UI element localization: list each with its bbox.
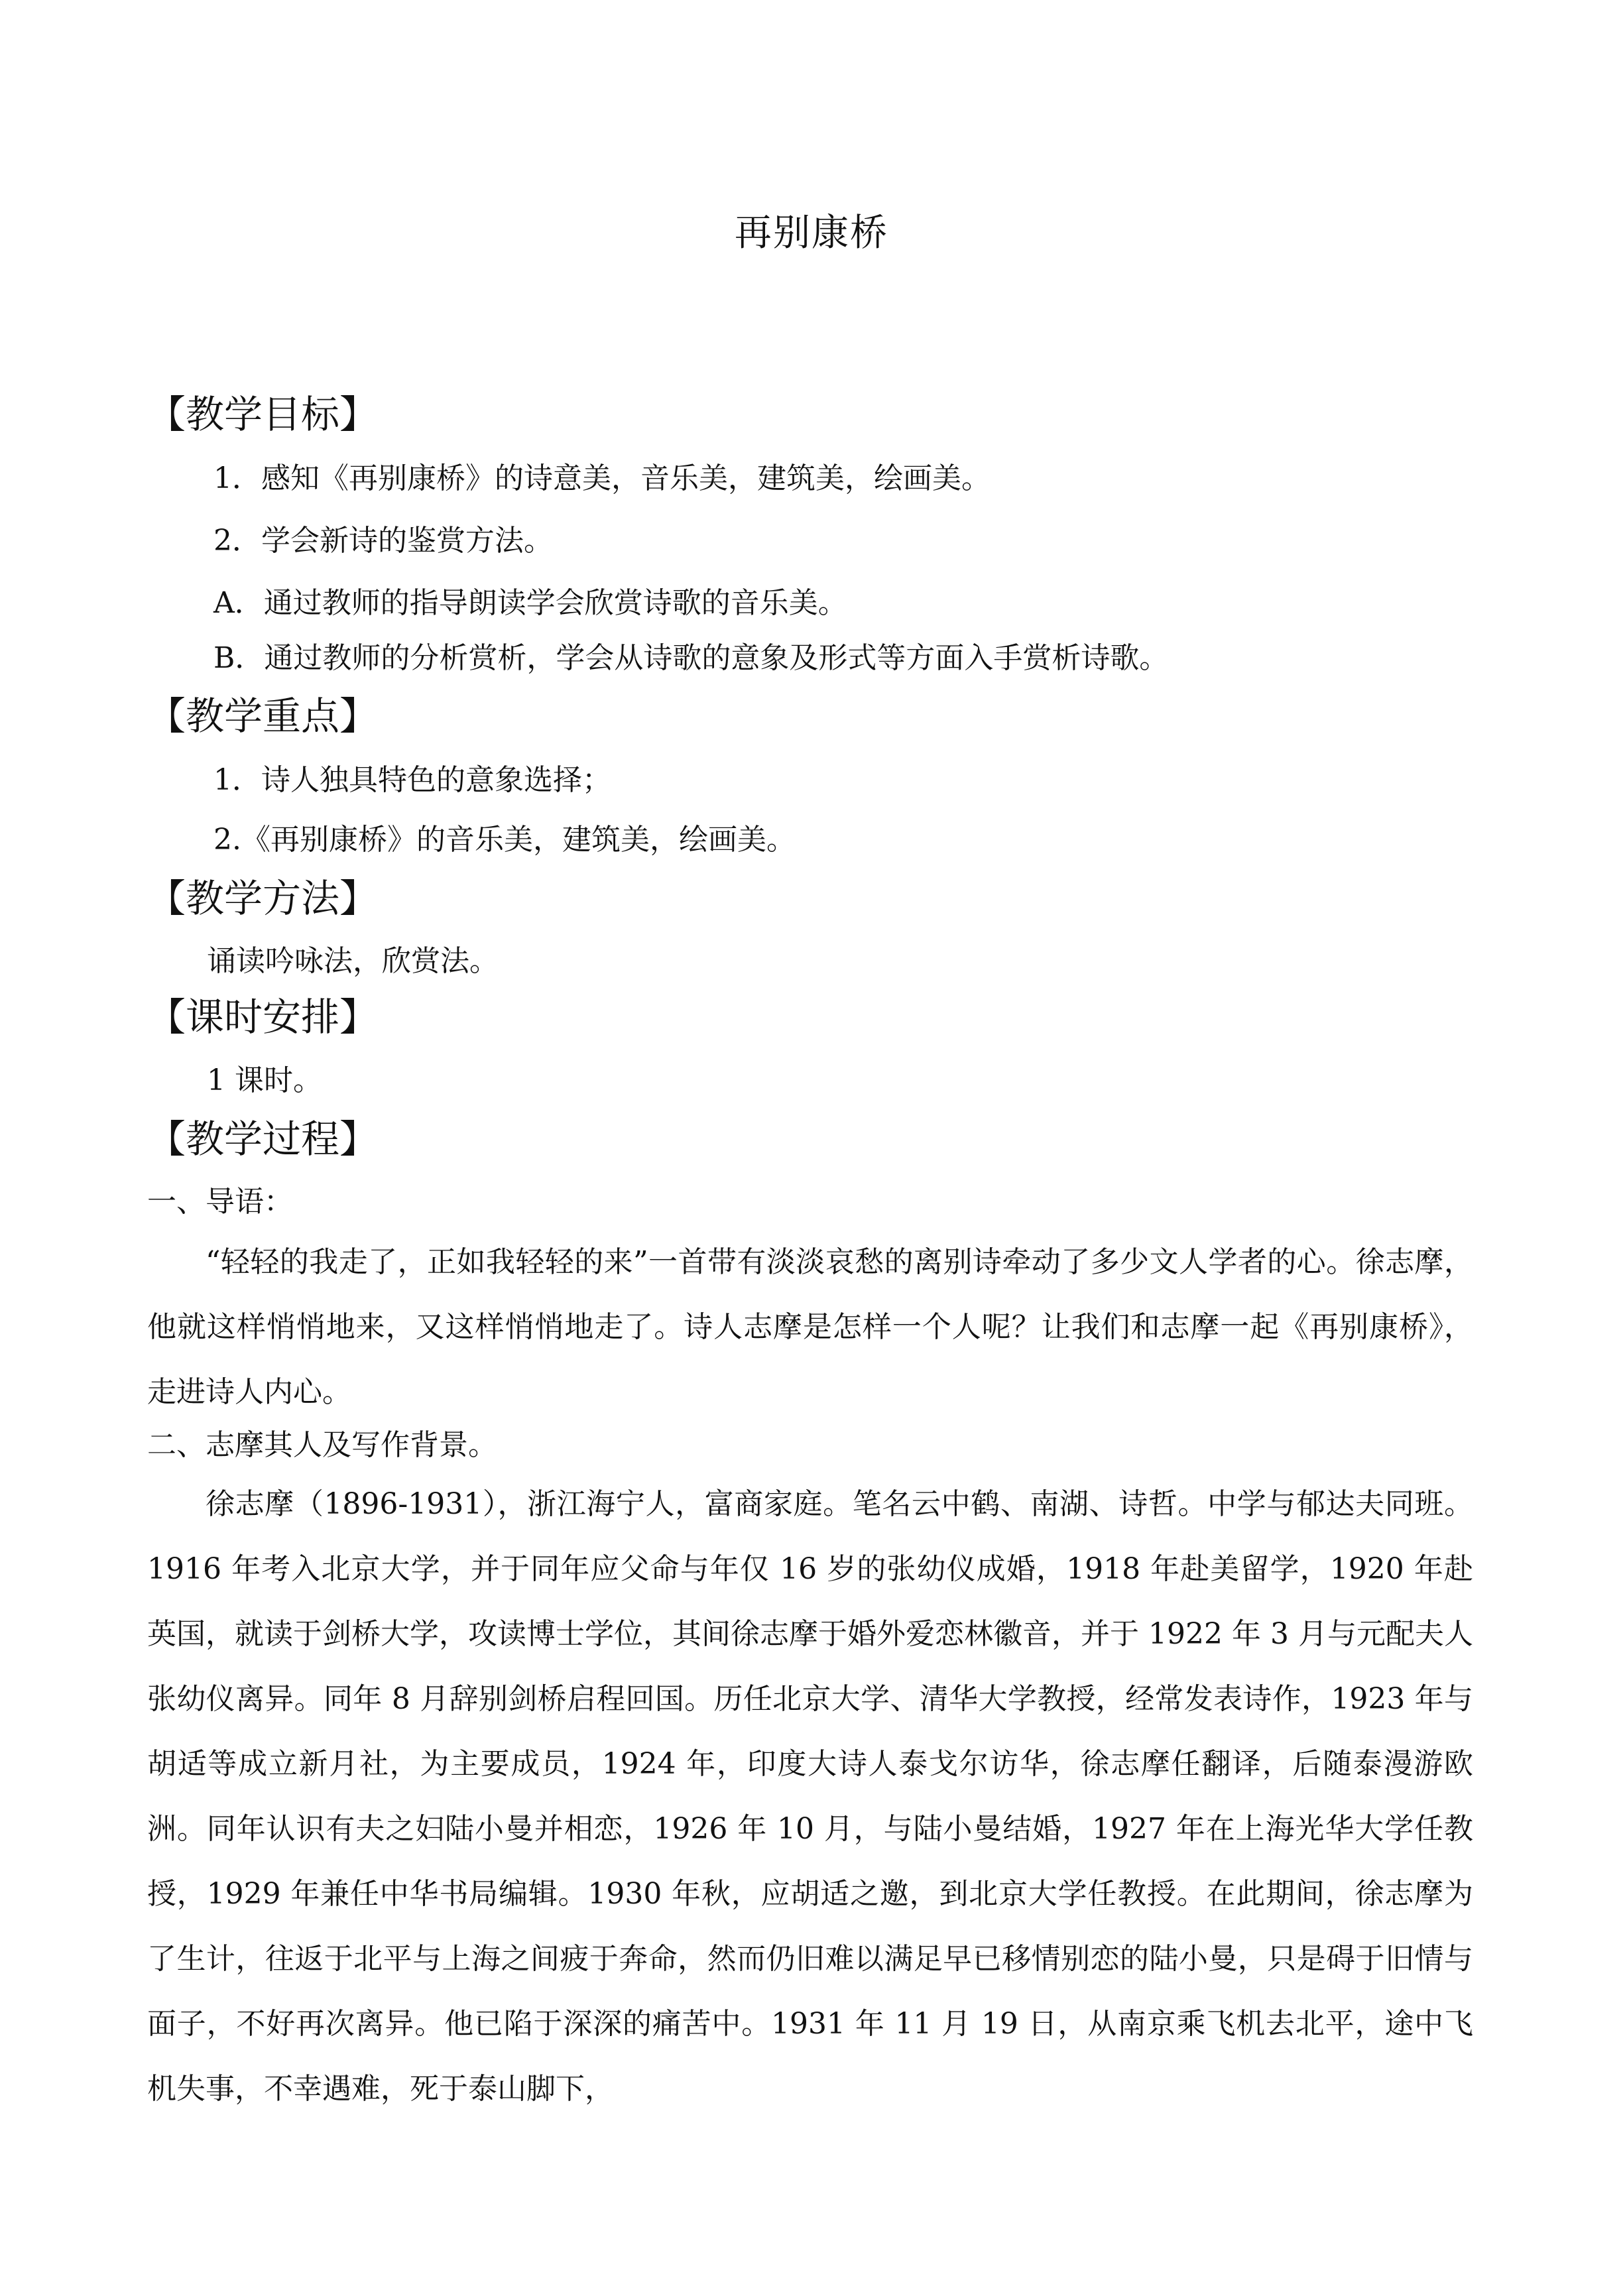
schedule-text: 1 课时。 <box>207 1063 322 1097</box>
document-title: 再别康桥 <box>735 211 888 255</box>
section-heading-methods: 【教学方法】 <box>147 876 379 921</box>
objective-item-b: B．通过教师的分析赏析，学会从诗歌的意象及形式等方面入手赏析诗歌。 <box>213 641 1169 675</box>
section-heading-process: 【教学过程】 <box>147 1117 379 1162</box>
section-heading-key-points: 【教学重点】 <box>147 694 379 739</box>
objective-item-2: 2．学会新诗的鉴赏方法。 <box>213 524 553 558</box>
methods-text: 诵读吟咏法，欣赏法。 <box>207 944 499 978</box>
key-point-item-1: 1．诗人独具特色的意象选择； <box>213 763 611 797</box>
objective-item-a: A．通过教师的指导朗读学会欣赏诗歌的音乐美。 <box>213 586 847 620</box>
process-part1-text: “轻轻的我走了，正如我轻轻的来”一首带有淡淡哀愁的离别诗牵动了多少文人学者的心。徐志摩，他就这样悄悄地来，又这样悄悄地走了。诗人志摩是怎样一个人呢？让我们和志摩一起《再别康桥》，走进诗人内心。 <box>147 1245 1474 1409</box>
section-heading-schedule: 【课时安排】 <box>147 995 379 1040</box>
section-heading-objectives: 【教学目标】 <box>147 392 379 437</box>
process-part1-title: 一、导语： <box>147 1185 293 1219</box>
objective-item-1: 1．感知《再别康桥》的诗意美，音乐美，建筑美，绘画美。 <box>213 461 991 495</box>
process-part2-text: 徐志摩（1896-1931），浙江海宁人，富商家庭。笔名云中鹤、南湖、诗哲。中学与郁达夫同班。1916 年考入北京大学，并于同年应父命与年仅 16 岁的张幼仪成婚，1918 年赴美留学，1920 年赴英国，就读于剑桥大学，攻读博士学位，其间徐志摩于婚外爱恋林徽音，并于 1922 年 3 月与元配夫人张幼仪离异。同年 8 月辞别剑桥启程回国。历任北京大学、清华大学教授，经常发表诗作，1923 年与胡适等成立新月社，为主要成员，1924 年，印度大诗人泰戈尔访华，徐志摩任翻译，后随泰漫游欧洲。同年认识有夫之妇陆小曼并相恋，1926 年 10 月，与陆小曼结婚，1927 年在上海光华大学任教授，1929 年兼任中华书局编辑。1930 年秋，应胡适之邀，到北京大学任教授。在此期间，徐志摩为了生计，往返于北平与上海之间疲于奔命，然而仍旧难以满足早已移情别恋的陆小曼，只是碍于旧情与面子，不好再次离异。他已陷于深深的痛苦中。1931 年 11 月 19 日，从南京乘飞机去北平，途中飞机失事，不幸遇难，死于泰山脚下， <box>147 1487 1473 2106</box>
key-point-item-2: 2.《再别康桥》的音乐美，建筑美，绘画美。 <box>213 823 796 857</box>
process-part2-title: 二、志摩其人及写作背景。 <box>147 1428 497 1462</box>
